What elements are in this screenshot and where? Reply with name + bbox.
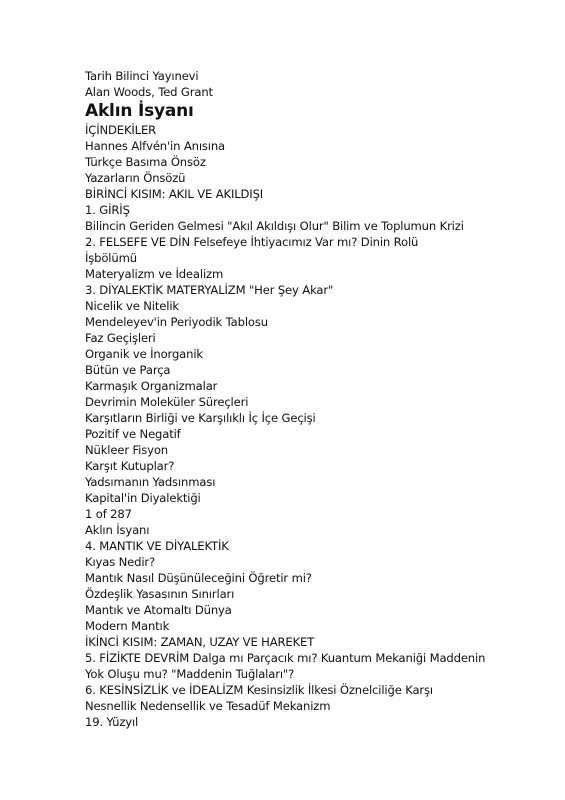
toc-line: 3. DİYALEKTİK MATERYALİZM "Her Şey Akar" — [85, 283, 334, 297]
toc-line: Yok Oluşu mu? "Maddenin Tuğlaları"? — [85, 667, 295, 681]
toc-line: Mantık ve Atomaltı Dünya — [85, 603, 232, 617]
toc-line: İÇİNDEKİLER — [85, 123, 157, 137]
toc-line: 2. FELSEFE VE DİN Felsefeye İhtiyacımız Var mı? Dinin Rolü — [85, 235, 419, 249]
toc-line: Materyalizm ve İdealizm — [85, 267, 224, 281]
toc-line: 19. Yüzyıl — [85, 715, 139, 729]
toc-line: Karmaşık Organizmalar — [85, 379, 218, 393]
toc-line: Nesnellik Nedensellik ve Tesadüf Mekanizm — [85, 699, 331, 713]
toc-line: 5. FİZİKTE DEVRİM Dalga mı Parçacık mı? Kuantum Mekaniği Maddenin — [85, 651, 486, 665]
toc-line: 1. GİRİŞ — [85, 203, 130, 217]
toc-line: İKİNCİ KISIM: ZAMAN, UZAY VE HAREKET — [85, 635, 315, 649]
toc-line: Hannes Alfvén'in Anısına — [85, 139, 226, 153]
publisher-name: Tarih Bilinci Yayınevi — [85, 69, 199, 83]
toc-line: Aklın İsyanı — [85, 523, 150, 537]
toc-line: Özdeşlik Yasasının Sınırları — [85, 587, 235, 601]
toc-line: Mantık Nasıl Düşünüleceğini Öğretir mi? — [85, 571, 312, 585]
toc-line: BİRİNCİ KISIM: AKIL VE AKILDIŞI — [85, 187, 264, 201]
toc-line: İşbölümü — [85, 251, 137, 265]
toc-line: Pozitif ve Negatif — [85, 427, 181, 441]
toc-line: Bilincin Geriden Gelmesi "Akıl Akıldışı Olur" Bilim ve Toplumun Krizi — [85, 219, 464, 233]
toc-line: Devrimin Moleküler Süreçleri — [85, 395, 249, 409]
toc-line: 4. MANTIK VE DİYALEKTİK — [85, 539, 229, 553]
toc-line: Organik ve İnorganik — [85, 347, 203, 361]
toc-line: Faz Geçişleri — [85, 331, 156, 345]
toc-line: Nicelik ve Nitelik — [85, 299, 179, 313]
table-of-contents — [85, 122, 555, 730]
toc-line: Yadsımanın Yadsınması — [85, 475, 216, 489]
authors: Alan Woods, Ted Grant — [85, 85, 213, 99]
document-page — [85, 68, 555, 730]
toc-line: Karşıtların Birliği ve Karşılıklı İç İçe Geçişi — [85, 411, 316, 425]
toc-line: Nükleer Fisyon — [85, 443, 168, 457]
toc-line: Mendeleyev'in Periyodik Tablosu — [85, 315, 268, 329]
toc-line: 6. KESİNSİZLİK ve İDEALİZM Kesinsizlik İlkesi Öznelciliğe Karşı — [85, 683, 433, 697]
toc-line: Karşıt Kutuplar? — [85, 459, 175, 473]
toc-line: 1 of 287 — [85, 507, 132, 521]
toc-line: Bütün ve Parça — [85, 363, 171, 377]
book-title: Aklın İsyanı — [85, 101, 194, 121]
toc-line: Yazarların Önsözü — [85, 171, 186, 185]
toc-line: Modern Mantık — [85, 619, 170, 633]
toc-line: Türkçe Basıma Önsöz — [85, 155, 206, 169]
toc-line: Kapital'in Diyalektiği — [85, 491, 201, 505]
toc-line: Kıyas Nedir? — [85, 555, 156, 569]
